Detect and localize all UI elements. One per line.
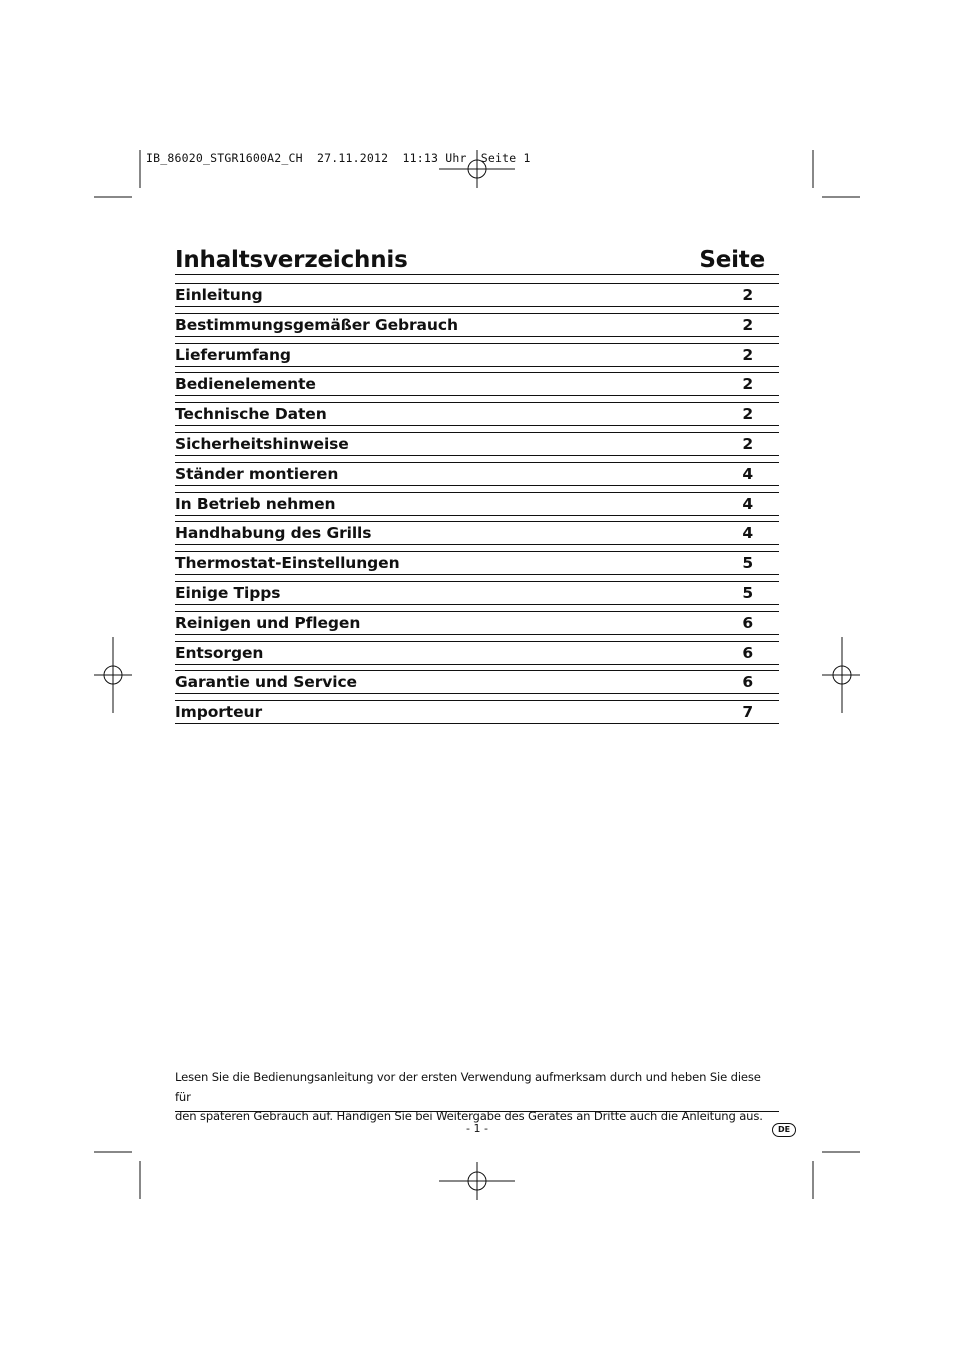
toc-entry-page: 5 bbox=[742, 554, 753, 573]
toc-heading: Inhaltsverzeichnis bbox=[175, 247, 408, 273]
toc-entry-title: In Betrieb nehmen bbox=[175, 494, 336, 513]
toc-entry-page: 4 bbox=[742, 524, 753, 543]
toc-entry-page: 2 bbox=[742, 405, 753, 424]
registration-mark-right bbox=[822, 637, 860, 713]
registration-mark-left bbox=[94, 637, 132, 713]
toc-entry-page: 4 bbox=[742, 464, 753, 483]
toc-entry-page: 6 bbox=[742, 673, 753, 692]
toc-entry-in-betrieb-nehmen[interactable] bbox=[175, 492, 779, 516]
toc-entry-title: Einige Tipps bbox=[175, 583, 281, 602]
language-badge: DE bbox=[772, 1123, 796, 1137]
toc-entry-page: 4 bbox=[742, 494, 753, 513]
toc-entry-page: 2 bbox=[742, 286, 753, 304]
toc-entry-page: 2 bbox=[742, 375, 753, 394]
toc-entry-einleitung[interactable] bbox=[175, 283, 779, 307]
registration-mark-bottom bbox=[439, 1162, 515, 1200]
toc-entry-lieferumfang[interactable] bbox=[175, 343, 779, 367]
toc-entry-title: Sicherheitshinweise bbox=[175, 434, 349, 453]
toc-entry-page: 2 bbox=[742, 315, 753, 334]
toc-entry-title: Reinigen und Pflegen bbox=[175, 613, 361, 632]
toc-entry-handhabung-des-grills[interactable] bbox=[175, 521, 779, 545]
toc-entry-page: 5 bbox=[742, 583, 753, 602]
toc-entry-title: Lieferumfang bbox=[175, 345, 291, 364]
toc-entry-title: Importeur bbox=[175, 703, 263, 722]
toc-entry-title: Technische Daten bbox=[175, 405, 327, 424]
toc-list bbox=[175, 283, 779, 730]
note-line-2: den späteren Gebrauch auf. Händigen Sie bei Weitergabe des Gerätes an Dritte auch die Anleitung aus. bbox=[175, 1109, 763, 1123]
toc-entry-staender-montieren[interactable] bbox=[175, 462, 779, 486]
toc-entry-title: Ständer montieren bbox=[175, 464, 339, 483]
reading-instructions-note bbox=[175, 1068, 779, 1127]
toc-entry-title: Bestimmungsgemäßer Gebrauch bbox=[175, 315, 458, 334]
toc-entry-page: 7 bbox=[742, 703, 753, 722]
toc-entry-page: 6 bbox=[742, 613, 753, 632]
toc-entry-title: Entsorgen bbox=[175, 643, 264, 662]
toc-entry-sicherheitshinweise[interactable] bbox=[175, 432, 779, 456]
toc-entry-title: Garantie und Service bbox=[175, 673, 357, 692]
toc-entry-reinigen-und-pflegen[interactable] bbox=[175, 611, 779, 635]
registration-mark-top bbox=[439, 150, 515, 188]
toc-entry-page: 2 bbox=[742, 345, 753, 364]
toc-entry-title: Handhabung des Grills bbox=[175, 524, 372, 543]
toc-entry-title: Bedienelemente bbox=[175, 375, 316, 394]
page-number: - 1 - bbox=[466, 1122, 488, 1135]
toc-page-heading: Seite bbox=[699, 247, 765, 273]
toc-entry-title: Thermostat-Einstellungen bbox=[175, 554, 400, 573]
toc-entry-page: 6 bbox=[742, 643, 753, 662]
toc-entry-bedienelemente[interactable] bbox=[175, 372, 779, 396]
toc-entry-thermostat-einstellungen[interactable] bbox=[175, 551, 779, 575]
toc-header bbox=[175, 244, 779, 275]
toc-entry-entsorgen[interactable] bbox=[175, 641, 779, 665]
toc-entry-einige-tipps[interactable] bbox=[175, 581, 779, 605]
print-slug: IB_86020_STGR1600A2_CH 27.11.2012 11:13 Uhr Seite 1 bbox=[146, 151, 531, 165]
toc-entry-title: Einleitung bbox=[175, 286, 263, 304]
footer-divider bbox=[175, 1111, 779, 1112]
toc-entry-page: 2 bbox=[742, 434, 753, 453]
toc-entry-importeur[interactable] bbox=[175, 700, 779, 724]
toc-entry-bestimmungsgemaesser-gebrauch[interactable] bbox=[175, 313, 779, 337]
toc-entry-technische-daten[interactable] bbox=[175, 402, 779, 426]
note-line-1: Lesen Sie die Bedienungsanleitung vor der ersten Verwendung aufmerksam durch und heben Sie diese für bbox=[175, 1070, 761, 1104]
toc-entry-garantie-und-service[interactable] bbox=[175, 670, 779, 694]
